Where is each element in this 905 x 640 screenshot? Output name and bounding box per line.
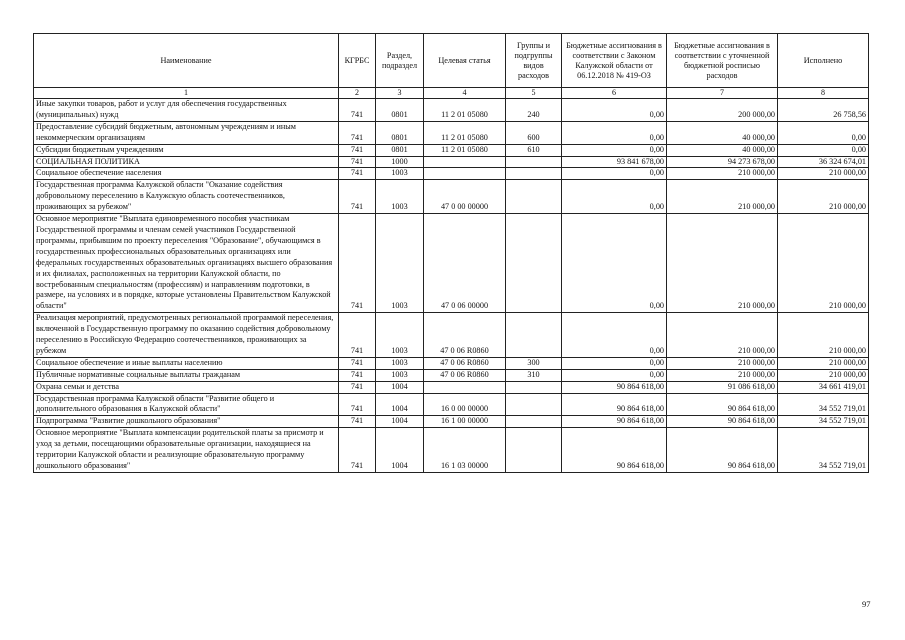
row-budget-updated: 94 273 678,00 <box>667 156 778 168</box>
row-section: 1003 <box>376 313 424 358</box>
row-section: 0801 <box>376 144 424 156</box>
row-budget-updated: 200 000,00 <box>667 99 778 122</box>
row-name: Социальное обеспечение населения <box>34 168 339 180</box>
column-number: 6 <box>562 88 667 99</box>
row-section: 1004 <box>376 381 424 393</box>
row-executed: 210 000,00 <box>778 313 869 358</box>
row-kgrbs: 741 <box>339 416 376 428</box>
row-name: Субсидии бюджетным учреждениям <box>34 144 339 156</box>
row-budget-law: 0,00 <box>562 168 667 180</box>
row-executed: 210 000,00 <box>778 180 869 214</box>
table-body <box>34 99 869 473</box>
table-row <box>34 180 869 214</box>
row-budget-updated: 210 000,00 <box>667 357 778 369</box>
table-row <box>34 156 869 168</box>
table-row <box>34 214 869 313</box>
table-row <box>34 144 869 156</box>
row-group: 240 <box>506 99 562 122</box>
row-kgrbs: 741 <box>339 381 376 393</box>
row-group <box>506 416 562 428</box>
row-target: 11 2 01 05080 <box>424 144 506 156</box>
row-executed: 34 661 419,01 <box>778 381 869 393</box>
row-executed: 26 758,56 <box>778 99 869 122</box>
row-section: 1003 <box>376 214 424 313</box>
row-executed: 210 000,00 <box>778 369 869 381</box>
row-group: 610 <box>506 144 562 156</box>
row-group <box>506 313 562 358</box>
row-budget-updated: 90 864 618,00 <box>667 428 778 473</box>
row-group <box>506 214 562 313</box>
row-section: 1004 <box>376 428 424 473</box>
row-kgrbs: 741 <box>339 121 376 144</box>
row-kgrbs: 741 <box>339 313 376 358</box>
row-kgrbs: 741 <box>339 393 376 416</box>
row-executed: 210 000,00 <box>778 357 869 369</box>
row-target: 11 2 01 05080 <box>424 99 506 122</box>
page-number: 97 <box>862 599 871 609</box>
row-executed: 34 552 719,01 <box>778 428 869 473</box>
row-name: СОЦИАЛЬНАЯ ПОЛИТИКА <box>34 156 339 168</box>
table-row <box>34 369 869 381</box>
row-kgrbs: 741 <box>339 357 376 369</box>
row-target: 47 0 00 00000 <box>424 180 506 214</box>
row-target: 47 0 06 R0860 <box>424 313 506 358</box>
row-name: Подпрограмма "Развитие дошкольного образования" <box>34 416 339 428</box>
row-budget-law: 90 864 618,00 <box>562 428 667 473</box>
row-group: 300 <box>506 357 562 369</box>
row-executed: 210 000,00 <box>778 214 869 313</box>
row-kgrbs: 741 <box>339 144 376 156</box>
row-budget-updated: 40 000,00 <box>667 144 778 156</box>
header-group: Группы и подгруппы видов расходов <box>506 34 562 88</box>
row-group <box>506 393 562 416</box>
row-target: 16 1 03 00000 <box>424 428 506 473</box>
row-budget-updated: 90 864 618,00 <box>667 393 778 416</box>
column-number: 4 <box>424 88 506 99</box>
row-kgrbs: 741 <box>339 214 376 313</box>
row-section: 1003 <box>376 180 424 214</box>
row-group <box>506 168 562 180</box>
row-name: Охрана семьи и детства <box>34 381 339 393</box>
row-executed: 210 000,00 <box>778 168 869 180</box>
row-target: 16 1 00 00000 <box>424 416 506 428</box>
row-budget-updated: 210 000,00 <box>667 214 778 313</box>
row-executed: 0,00 <box>778 121 869 144</box>
row-budget-updated: 40 000,00 <box>667 121 778 144</box>
row-executed: 34 552 719,01 <box>778 416 869 428</box>
column-number-row <box>34 88 869 99</box>
row-group <box>506 381 562 393</box>
row-budget-updated: 210 000,00 <box>667 168 778 180</box>
row-budget-law: 0,00 <box>562 369 667 381</box>
row-budget-law: 90 864 618,00 <box>562 393 667 416</box>
row-group <box>506 156 562 168</box>
row-kgrbs: 741 <box>339 180 376 214</box>
row-group <box>506 180 562 214</box>
header-row <box>34 34 869 88</box>
row-section: 1004 <box>376 416 424 428</box>
header-name: Наименование <box>34 34 339 88</box>
row-name: Основное мероприятие "Выплата единовременного пособия участникам Государственной программы и членам семей участников Государственной программы, прибывшим по проекту переселения "Образование", обучающимся в государственных профессиональных образовательных организациях или федеральных государственных образовательных организациях высшего образования и их филиалах, расположенных на территории Калужской области, по востребованным специальностям (профессиям) и направлениям подготовки, в размере, на условиях и в порядке, которые установлены Правительством Калужской области" <box>34 214 339 313</box>
header-executed: Исполнено <box>778 34 869 88</box>
row-name: Публичные нормативные социальные выплаты гражданам <box>34 369 339 381</box>
row-budget-law: 0,00 <box>562 121 667 144</box>
table-row <box>34 428 869 473</box>
row-budget-law: 0,00 <box>562 180 667 214</box>
row-budget-law: 90 864 618,00 <box>562 416 667 428</box>
row-group: 600 <box>506 121 562 144</box>
table-row <box>34 99 869 122</box>
row-kgrbs: 741 <box>339 99 376 122</box>
table-row <box>34 393 869 416</box>
column-number: 2 <box>339 88 376 99</box>
row-budget-updated: 210 000,00 <box>667 180 778 214</box>
table-row <box>34 416 869 428</box>
row-executed: 0,00 <box>778 144 869 156</box>
row-target: 47 0 06 R0860 <box>424 369 506 381</box>
header-target: Целевая статья <box>424 34 506 88</box>
row-name: Иные закупки товаров, работ и услуг для обеспечения государственных (муниципальных) нужд <box>34 99 339 122</box>
row-name: Государственная программа Калужской области "Оказание содействия добровольному переселению в Калужскую область соотечественников, проживающих за рубежом" <box>34 180 339 214</box>
row-executed: 36 324 674,01 <box>778 156 869 168</box>
table-row <box>34 121 869 144</box>
row-section: 1000 <box>376 156 424 168</box>
row-target: 47 0 06 R0860 <box>424 357 506 369</box>
row-kgrbs: 741 <box>339 156 376 168</box>
row-target <box>424 156 506 168</box>
table-row <box>34 168 869 180</box>
table-row <box>34 313 869 358</box>
row-section: 1004 <box>376 393 424 416</box>
row-name: Государственная программа Калужской области "Развитие общего и дополнительного образования в Калужской области" <box>34 393 339 416</box>
row-target: 47 0 06 00000 <box>424 214 506 313</box>
header-kgrbs: КГРБС <box>339 34 376 88</box>
row-budget-updated: 91 086 618,00 <box>667 381 778 393</box>
column-number: 5 <box>506 88 562 99</box>
row-name: Предоставление субсидий бюджетным, автономным учреждениям и иным некоммерческим организациям <box>34 121 339 144</box>
row-name: Основное мероприятие "Выплата компенсации родительской платы за присмотр и уход за детьми, посещающими образовательные организации, находящиеся на территории Калужской области и реализующие образовательную программу дошкольного образования" <box>34 428 339 473</box>
column-number: 8 <box>778 88 869 99</box>
row-section: 0801 <box>376 99 424 122</box>
row-kgrbs: 741 <box>339 369 376 381</box>
row-budget-updated: 210 000,00 <box>667 369 778 381</box>
column-number: 3 <box>376 88 424 99</box>
row-section: 1003 <box>376 168 424 180</box>
row-target <box>424 381 506 393</box>
row-kgrbs: 741 <box>339 168 376 180</box>
row-section: 1003 <box>376 369 424 381</box>
header-budget-updated: Бюджетные ассигнования в соответствии с уточненной бюджетной росписью расходов <box>667 34 778 88</box>
column-number: 1 <box>34 88 339 99</box>
row-target: 11 2 01 05080 <box>424 121 506 144</box>
row-budget-law: 90 864 618,00 <box>562 381 667 393</box>
row-budget-law: 0,00 <box>562 313 667 358</box>
row-budget-law: 0,00 <box>562 357 667 369</box>
row-budget-law: 0,00 <box>562 144 667 156</box>
row-executed: 34 552 719,01 <box>778 393 869 416</box>
header-budget-law: Бюджетные ассигнования в соответствии с Законом Калужской области от 06.12.2018 № 419-ОЗ <box>562 34 667 88</box>
row-budget-updated: 210 000,00 <box>667 313 778 358</box>
row-budget-law: 0,00 <box>562 214 667 313</box>
row-target <box>424 168 506 180</box>
row-budget-updated: 90 864 618,00 <box>667 416 778 428</box>
row-budget-law: 0,00 <box>562 99 667 122</box>
row-group: 310 <box>506 369 562 381</box>
column-number: 7 <box>667 88 778 99</box>
row-name: Реализация мероприятий, предусмотренных региональной программой переселения, включенной в Государственную программу по оказанию содействия добровольному переселению в Российскую Федерацию соотечественников, проживающих за рубежом <box>34 313 339 358</box>
header-section: Раздел, подраздел <box>376 34 424 88</box>
table-row <box>34 357 869 369</box>
budget-table <box>33 33 869 473</box>
row-target: 16 0 00 00000 <box>424 393 506 416</box>
row-name: Социальное обеспечение и иные выплаты населению <box>34 357 339 369</box>
row-group <box>506 428 562 473</box>
row-kgrbs: 741 <box>339 428 376 473</box>
row-section: 1003 <box>376 357 424 369</box>
row-budget-law: 93 841 678,00 <box>562 156 667 168</box>
row-section: 0801 <box>376 121 424 144</box>
table-row <box>34 381 869 393</box>
